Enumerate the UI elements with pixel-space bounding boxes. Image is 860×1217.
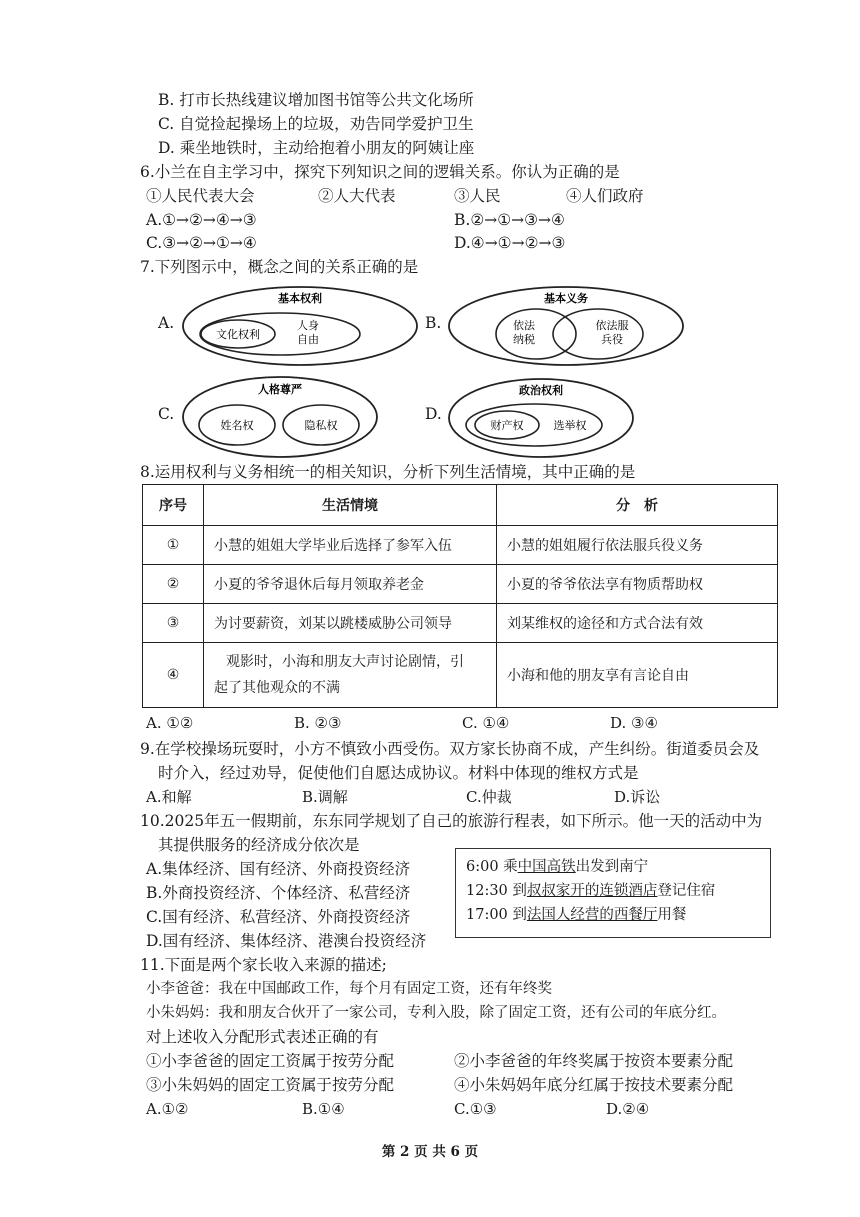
table-row [143, 565, 778, 604]
left-ellipse [496, 309, 576, 359]
q8-option-d: D. ③④ [610, 714, 658, 732]
q8-options [146, 712, 658, 734]
inner-label-2a: 人身 [297, 319, 319, 332]
q9-option-a: A.和解 [146, 788, 192, 806]
row-num: ① [143, 526, 204, 565]
schedule-time: 12:30 到 [466, 883, 527, 899]
row-situation [204, 643, 497, 708]
page-footer: 第 2 页 共 6 页 [381, 1144, 479, 1160]
row-situation-line1: 观影时，小海和朋友大声讨论剧情，引 [226, 654, 464, 670]
outer-label: 政治权利 [519, 384, 563, 397]
row-situation-line2: 起了其他观众的不满 [214, 680, 340, 696]
q7-label-c: C. [158, 405, 175, 423]
q10-option-c: C.国有经济、私营经济、外商投资经济 [146, 908, 411, 926]
q7-stem: 7.下列图示中，概念之间的关系正确的是 [140, 258, 419, 276]
row-num: ③ [143, 604, 204, 643]
schedule-place: 中国高铁 [517, 859, 576, 875]
q5-option-d: D. 乘坐地铁时，主动给抱着小朋友的阿姨让座 [158, 139, 475, 157]
q5-option-b: B. 打市长热线建议增加图书馆等公共文化场所 [158, 91, 474, 109]
outer-label: 基本义务 [544, 292, 588, 305]
q11-statement-3: ③小朱妈妈的固定工资属于按劳分配 [146, 1076, 395, 1094]
schedule-action: 用餐 [657, 907, 687, 923]
row-num: ④ [143, 643, 204, 708]
q11-option-c: C.①③ [454, 1100, 497, 1118]
left-label-a: 依法 [513, 319, 535, 332]
table-row [143, 643, 778, 708]
table-row [143, 526, 778, 565]
q7-label-d: D. [425, 405, 442, 423]
q11-ask: 对上述收入分配形式表述正确的有 [146, 1028, 379, 1046]
schedule-action: 登记住宿 [657, 883, 716, 899]
q5-option-c: C. 自觉捡起操场上的垃圾，劝告同学爱护卫生 [158, 115, 474, 133]
q7-diagram-c [180, 374, 380, 460]
q6-stem: 6.小兰在自主学习中，探究下列知识之间的逻辑关系。你认为正确的是 [140, 163, 620, 181]
q11-option-d: D.②④ [606, 1100, 650, 1118]
q11-dad: 小李爸爸：我在中国邮政工作，每个月有固定工资，还有年终奖 [146, 981, 552, 997]
q11-options [146, 1098, 649, 1120]
header-num: 序号 [143, 485, 204, 526]
q11-mom: 小朱妈妈：我和朋友合伙开了一家公司，专利入股，除了固定工资，还有公司的年底分红。 [146, 1005, 726, 1021]
q8-table [142, 484, 778, 708]
q10-schedule-box [455, 848, 771, 938]
schedule-time: 17:00 到 [466, 907, 527, 923]
q10-option-d: D.国有经济、集体经济、港澳台投资经济 [146, 932, 427, 950]
right-label-b: 兵役 [601, 333, 623, 346]
inner-label-2b: 自由 [297, 333, 319, 346]
q8-stem: 8.运用权利与义务相统一的相关知识，分析下列生活情境，其中正确的是 [140, 463, 636, 481]
q9-options [146, 786, 660, 808]
q6-item-2: ②人大代表 [318, 187, 396, 205]
q8-option-b: B. ②③ [294, 714, 342, 732]
q9-option-d: D.诉讼 [614, 788, 661, 806]
q11-option-a: A.①② [146, 1100, 189, 1118]
q7-diagram-d [446, 376, 636, 460]
q7-diagram-b [446, 284, 686, 368]
schedule-line-2 [456, 879, 770, 903]
q7-diagram-a [180, 284, 420, 368]
q11-statement-4: ④小朱妈妈年底分红属于按技术要素分配 [454, 1076, 734, 1094]
q8-option-c: C. ①④ [462, 714, 510, 732]
q6-item-1: ①人民代表大会 [146, 187, 255, 205]
q7-label-a: A. [158, 314, 175, 332]
row-analysis: 小慧的姐姐履行依法服兵役义务 [497, 526, 778, 565]
row-analysis: 小夏的爷爷依法享有物质帮助权 [497, 565, 778, 604]
q9-line-2: 时介入，经过劝导，促使他们自愿达成协议。材料中体现的维权方式是 [158, 764, 639, 782]
inner-label-2: 选举权 [553, 419, 587, 432]
q6-item-4: ④人们政府 [566, 187, 644, 205]
schedule-line-1 [456, 855, 770, 879]
table-row [143, 604, 778, 643]
schedule-place: 法国人经营的西餐厅 [526, 907, 658, 923]
q6-option-d: D.④→①→②→③ [454, 234, 566, 252]
left-label-b: 纳税 [513, 333, 535, 346]
right-label-a: 依法服 [595, 319, 629, 332]
table-header-row [143, 485, 778, 526]
schedule-line-3 [456, 903, 770, 927]
q8-option-a: A. ①② [146, 714, 194, 732]
header-analysis: 分 析 [497, 485, 778, 526]
q7-label-b: B. [425, 314, 442, 332]
q6-option-c: C.③→②→①→④ [146, 234, 257, 252]
row-situation: 小夏的爷爷退休后每月领取养老金 [204, 565, 497, 604]
right-label: 隐私权 [304, 419, 338, 432]
q11-statement-2: ②小李爸爸的年终奖属于按资本要素分配 [454, 1052, 734, 1070]
left-label: 姓名权 [220, 419, 254, 432]
row-analysis: 小海和他的朋友享有言论自由 [497, 643, 778, 708]
q6-option-a: A.①→②→④→③ [146, 211, 257, 229]
header-situation: 生活情境 [204, 485, 497, 526]
q10-line-2: 其提供服务的经济成分依次是 [158, 836, 360, 854]
schedule-time: 6:00 乘 [466, 859, 518, 875]
q11-stem: 11.下面是两个家长收入来源的描述; [140, 956, 387, 974]
row-situation: 为讨要薪资，刘某以跳楼威胁公司领导 [204, 604, 497, 643]
q11-statement-1: ①小李爸爸的固定工资属于按劳分配 [146, 1052, 395, 1070]
inner-label-1: 文化权利 [216, 328, 260, 341]
q6-item-3: ③人民 [454, 187, 501, 205]
row-num: ② [143, 565, 204, 604]
outer-label: 人格尊严 [258, 383, 302, 396]
q10-line-1: 10.2025年五一假期前，东东同学规划了自己的旅游行程表，如下所示。他一天的活动中为 [140, 812, 763, 830]
q6-option-b: B.②→①→③→④ [454, 211, 565, 229]
right-ellipse [553, 309, 643, 359]
row-analysis: 刘某维权的途径和方式合法有效 [497, 604, 778, 643]
q9-option-c: C.仲裁 [466, 788, 512, 806]
q9-line-1: 9.在学校操场玩耍时，小方不慎致小西受伤。双方家长协商不成，产生纠纷。街道委员会及 [140, 740, 760, 758]
q10-option-a: A.集体经济、国有经济、外商投资经济 [146, 860, 411, 878]
schedule-action: 出发到南宁 [575, 859, 649, 875]
row-situation: 小慧的姐姐大学毕业后选择了参军入伍 [204, 526, 497, 565]
inner-label-1: 财产权 [490, 419, 524, 432]
q9-option-b: B.调解 [302, 788, 348, 806]
q10-option-b: B.外商投资经济、个体经济、私营经济 [146, 884, 411, 902]
outer-label: 基本权利 [278, 292, 322, 305]
q11-option-b: B.①④ [302, 1100, 345, 1118]
schedule-place: 叔叔家开的连锁酒店 [526, 883, 658, 899]
